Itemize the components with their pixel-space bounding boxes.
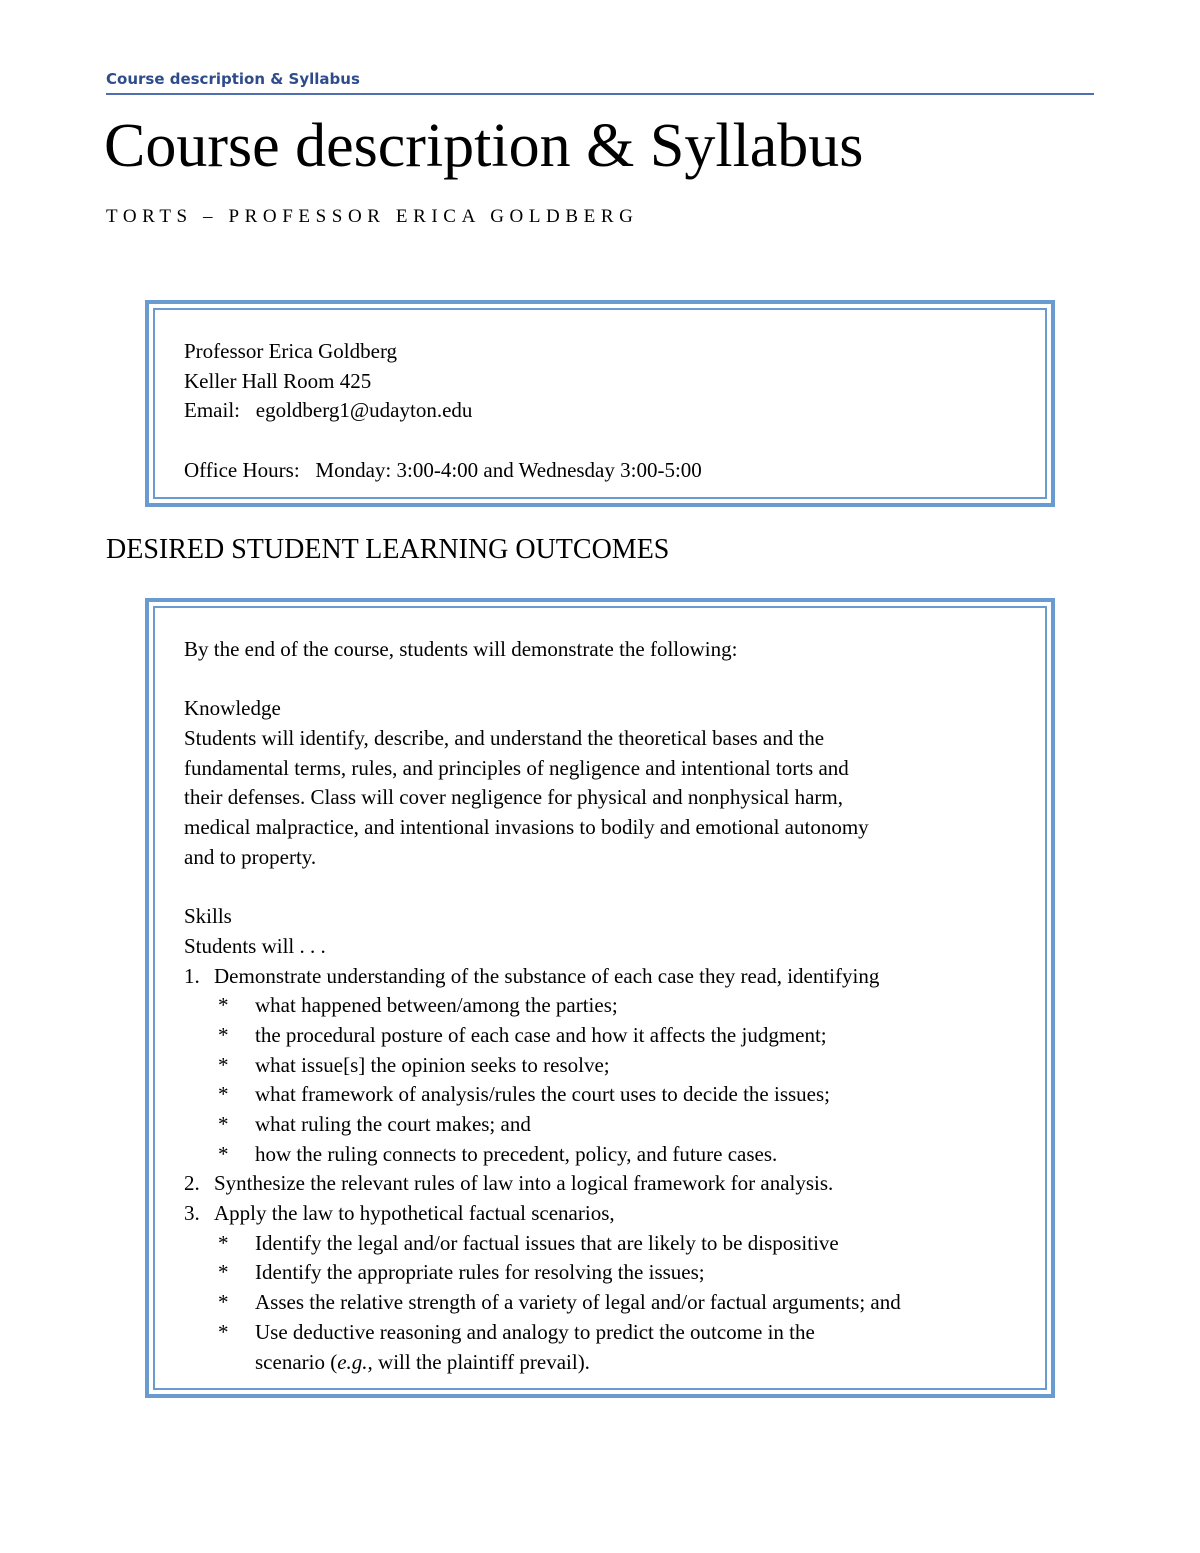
contact-room: Keller Hall Room 425 <box>184 368 372 393</box>
skill-bullet-text: what framework of analysis/rules the court uses to decide the issues; <box>255 1082 831 1107</box>
skill-bullet-text: what happened between/among the parties; <box>255 993 618 1018</box>
skill-text: Demonstrate understanding of the substance of each case they read, identifying <box>214 963 880 988</box>
office-hours-label: Office Hours: <box>184 457 300 482</box>
skill-item-1 <box>184 962 1045 992</box>
asterisk-bullet-icon: * <box>218 1319 229 1344</box>
text-segment: scenario ( <box>255 1349 338 1374</box>
skill-bullet-text: Identify the appropriate rules for resolving the issues; <box>255 1260 705 1285</box>
skill-bullet <box>184 1258 1045 1288</box>
skill-bullet <box>184 1229 1045 1259</box>
skill-bullet-lines <box>255 1318 815 1377</box>
asterisk-bullet-icon: * <box>218 1022 229 1047</box>
asterisk-bullet-icon: * <box>218 1112 229 1136</box>
skill-bullet-text: Use deductive reasoning and analogy to predict the outcome in the <box>255 1319 815 1344</box>
office-hours-line <box>184 456 1045 486</box>
asterisk-bullet-icon: * <box>218 993 229 1018</box>
running-header: Course description & Syllabus <box>106 70 1094 95</box>
skill-bullet-text: what ruling the court makes; and <box>255 1112 531 1136</box>
asterisk-bullet-icon: * <box>218 1230 229 1255</box>
skill-bullet <box>184 1140 1045 1170</box>
knowledge-title: Knowledge <box>184 696 281 721</box>
outcomes-intro: By the end of the course, students will demonstrate the following: <box>184 637 738 661</box>
skill-number: 2. <box>184 1171 200 1196</box>
skill-bullet <box>184 1051 1045 1081</box>
skill-bullet <box>184 1110 1045 1140</box>
knowledge-line: fundamental terms, rules, and principles of negligence and intentional torts and <box>184 755 849 780</box>
skill-bullet-text: Identify the legal and/or factual issues that are likely to be dispositive <box>255 1230 839 1255</box>
skill-text: Apply the law to hypothetical factual scenarios, <box>214 1201 615 1226</box>
skill-bullet <box>184 991 1045 1021</box>
contact-email-line <box>184 396 1045 426</box>
contact-name: Professor Erica Goldberg <box>184 339 398 363</box>
office-hours: Monday: 3:00-4:00 and Wednesday 3:00-5:00 <box>315 457 702 482</box>
skill-bullet <box>184 1318 1045 1377</box>
skills-lead: Students will . . . <box>184 933 326 958</box>
asterisk-bullet-icon: * <box>218 1141 229 1166</box>
knowledge-line: and to property. <box>184 844 317 869</box>
skill-bullet-text: how the ruling connects to precedent, policy, and future cases. <box>255 1141 778 1166</box>
skill-bullet <box>184 1288 1045 1318</box>
outcomes-heading: DESIRED STUDENT LEARNING OUTCOMES <box>106 534 670 565</box>
spacer <box>184 873 1045 903</box>
skill-bullet-text-continued <box>255 1348 815 1378</box>
knowledge-line: Students will identify, describe, and understand the theoretical bases and the <box>184 726 825 751</box>
asterisk-bullet-icon: * <box>218 1290 229 1315</box>
skill-bullet <box>184 1021 1045 1051</box>
page-subtitle: TORTS – PROFESSOR ERICA GOLDBERG <box>106 206 639 227</box>
skill-number: 1. <box>184 963 200 988</box>
contact-box-inner <box>153 308 1047 499</box>
outcomes-box <box>145 598 1055 1398</box>
asterisk-bullet-icon: * <box>218 1260 229 1285</box>
page-title: Course description & Syllabus <box>104 112 864 180</box>
knowledge-line: medical malpractice, and intentional invasions to bodily and emotional autonomy <box>184 815 869 840</box>
contact-email-label: Email: <box>184 398 240 423</box>
skill-text: Synthesize the relevant rules of law into a logical framework for analysis. <box>214 1171 834 1196</box>
skill-item-2 <box>184 1169 1045 1199</box>
skill-bullet-text: what issue[s] the opinion seeks to resolve; <box>255 1052 610 1077</box>
contact-box <box>145 300 1055 507</box>
skill-bullet-text: the procedural posture of each case and how it affects the judgment; <box>255 1022 827 1047</box>
spacer <box>184 426 1045 456</box>
skills-title: Skills <box>184 904 232 929</box>
outcomes-box-inner <box>153 606 1047 1390</box>
contact-email: egoldberg1@udayton.edu <box>255 398 473 423</box>
skill-number: 3. <box>184 1201 200 1226</box>
knowledge-line: their defenses. Class will cover negligence for physical and nonphysical harm, <box>184 785 843 810</box>
skill-bullet <box>184 1080 1045 1110</box>
asterisk-bullet-icon: * <box>218 1052 229 1077</box>
skill-item-3 <box>184 1199 1045 1229</box>
skill-bullet-text: Asses the relative strength of a variety of legal and/or factual arguments; and <box>255 1290 901 1315</box>
spacer <box>184 665 1045 695</box>
italic-segment: e.g., <box>337 1349 373 1374</box>
text-segment: will the plaintiff prevail). <box>372 1349 590 1374</box>
asterisk-bullet-icon: * <box>218 1082 229 1107</box>
